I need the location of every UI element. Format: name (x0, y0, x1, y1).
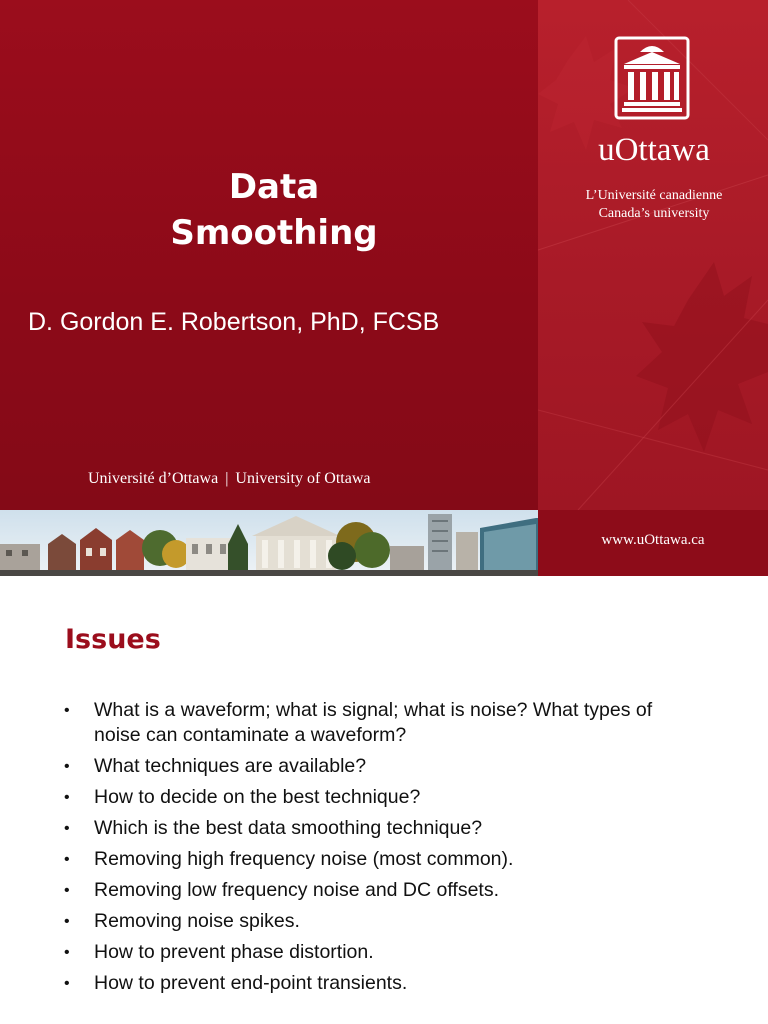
issues-slide (0, 576, 768, 1024)
university-separator: | (225, 470, 229, 487)
campus-photo-strip (0, 510, 538, 576)
bullet-icon: • (64, 851, 70, 868)
list-item (64, 698, 704, 748)
bullet-icon: • (64, 820, 70, 837)
issues-heading: Issues (65, 624, 161, 655)
list-item-text: What is a waveform; what is signal; what is noise? What types of noise can contaminate a waveform? (94, 699, 653, 746)
list-item (64, 878, 704, 903)
list-item (64, 940, 704, 965)
list-item-text: How to decide on the best technique? (94, 786, 421, 808)
url-band (538, 510, 768, 576)
building-icon (614, 36, 690, 120)
title-line-2: Smoothing (170, 213, 378, 253)
bullet-icon: • (64, 882, 70, 899)
list-item (64, 909, 704, 934)
logo-wordmark: uOttawa (598, 132, 710, 168)
list-item (64, 754, 704, 779)
university-name-en: University of Ottawa (235, 470, 371, 487)
bullet-icon: • (64, 944, 70, 961)
bullet-icon: • (64, 789, 70, 806)
list-item-text: Removing low frequency noise and DC offsets. (94, 879, 500, 901)
list-item (64, 785, 704, 810)
list-item-text: How to prevent end-point transients. (94, 972, 408, 994)
title-line-1: Data (228, 167, 320, 207)
author-name: D. Gordon E. Robertson, PhD, FCSB (28, 308, 440, 336)
list-item-text: What techniques are available? (94, 755, 367, 777)
bullet-icon: • (64, 913, 70, 930)
list-item-text: Removing high frequency noise (most common). (94, 848, 514, 870)
tagline (560, 187, 748, 223)
list-item (64, 816, 704, 841)
list-item-text: Removing noise spikes. (94, 910, 300, 932)
tagline-en: Canada’s university (598, 206, 710, 221)
university-names (88, 470, 370, 488)
bullet-icon: • (64, 975, 70, 992)
slide-title (150, 164, 398, 256)
list-item (64, 971, 704, 996)
tagline-fr: L’Université canadienne (585, 188, 723, 203)
list-item (64, 847, 704, 872)
list-item-text: Which is the best data smoothing technique? (94, 817, 483, 839)
issues-list (64, 698, 704, 1002)
bullet-icon: • (64, 758, 70, 775)
website-url: www.uOttawa.ca (601, 532, 705, 548)
bullet-icon: • (64, 702, 70, 719)
list-item-text: How to prevent phase distortion. (94, 941, 374, 963)
university-name-fr: Université d’Ottawa (88, 470, 219, 487)
